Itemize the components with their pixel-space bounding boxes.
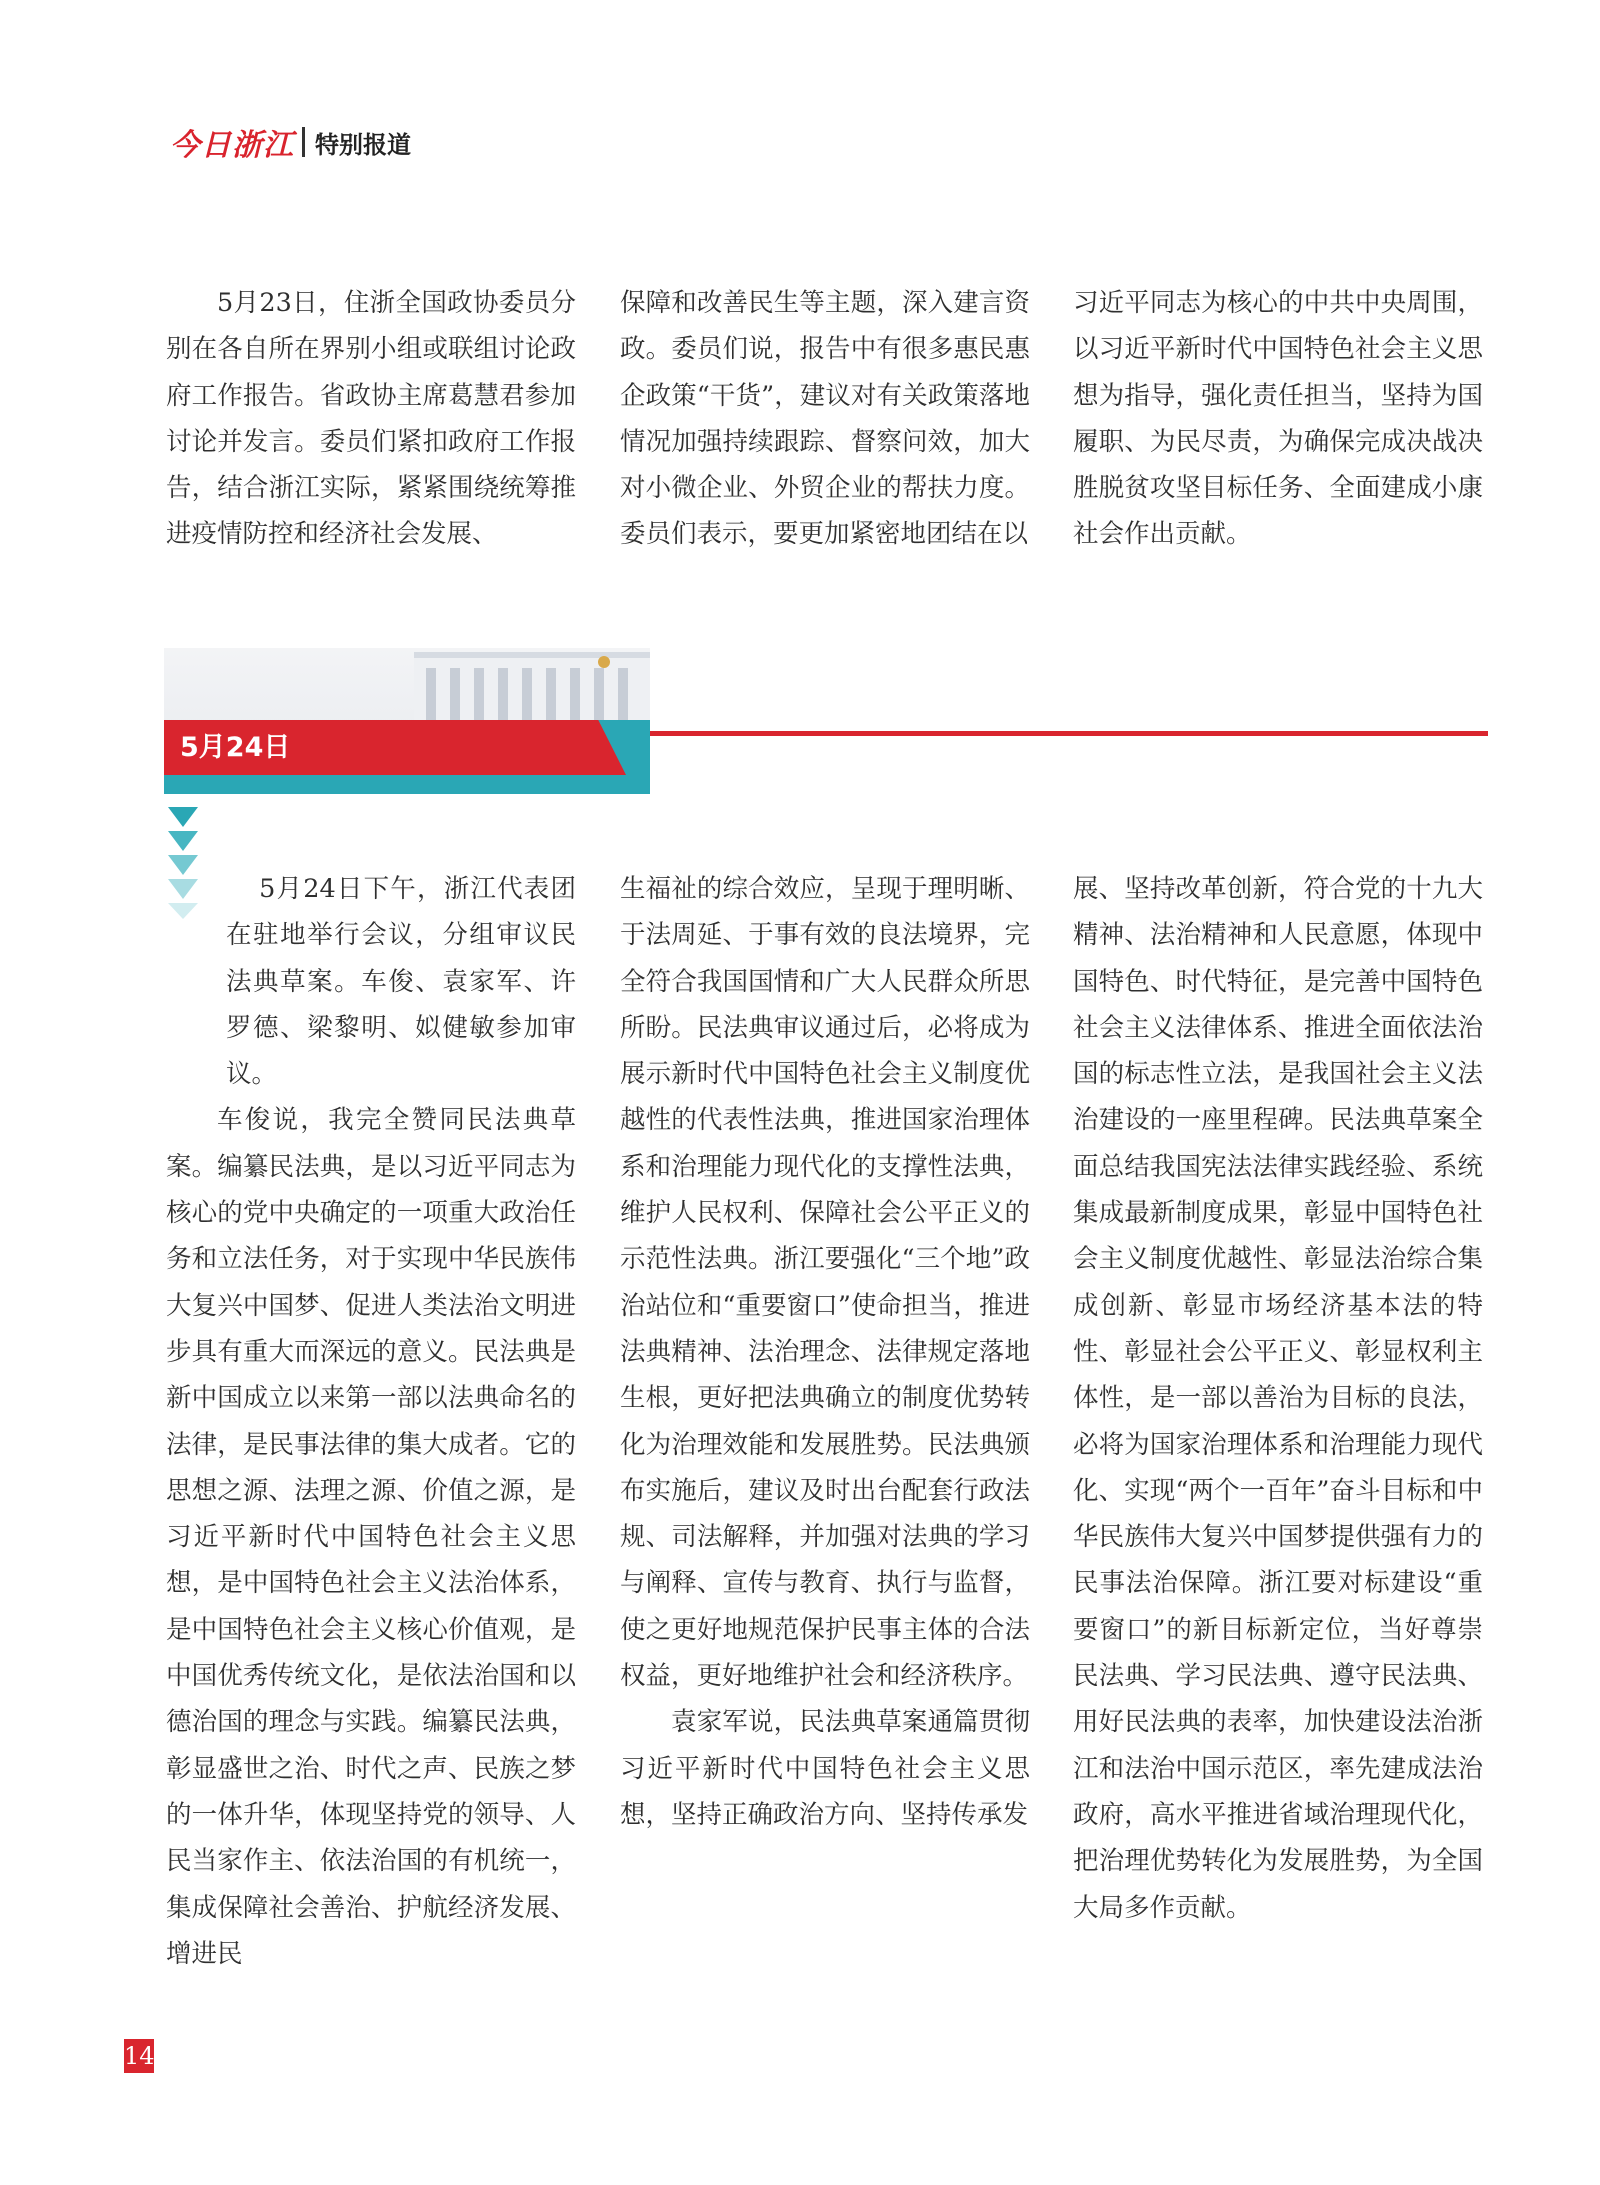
paragraph: 5月24日下午，浙江代表团在驻地举行会议，分组审议民法典草案。车俊、袁家军、许罗德、梁黎明、姒健敏参加审议。 [226,874,576,1090]
magazine-logo: 今日浙江 [170,128,294,163]
section-date: 5月24日 [180,732,291,763]
paragraph: 展、坚持改革创新，符合党的十九大精神、法治精神和人民意愿，体现中国特色、时代特征，是完善中国特色社会主义法律体系、推进全面依法治国的标志性立法，是我国社会主义法治建设的一座里程碑。民法典草案全面总结我国宪法法律实践经验、系统集成最新制度成果，彰显中国特色社会主义制度优越性、彰显法治综合集成创新、彰显市场经济基本法的特性、彰显社会公平正义、彰显权利主体性，是一部以善治为目标的良法，必将为国家治理体系和治理能力现代化、实现“两个一百年”奋斗目标和中华民族伟大复兴中国梦提供强有力的民事法治保障。浙江要对标建设“重要窗口”的新目标新定位，当好尊崇民法典、学习民法典、遵守民法典、用好民法典的表率，加快建设法治浙江和法治中国示范区，率先建成法治政府，高水平推进省域治理现代化，把治理优势转化为发展胜势，为全国大局多作贡献。 [1073,874,1483,1923]
body-column-1 [166,866,576,1977]
section-label: 特别报道 [315,130,411,159]
body-column-3 [1073,866,1483,1931]
top-column-2 [620,280,1030,558]
paragraph: 保障和改善民生等主题，深入建言资政。委员们说，报告中有很多惠民惠企政策“干货”，建议对有关政策落地情况加强持续跟踪、督察问效，加大对小微企业、外贸企业的帮扶力度。委员们表示，要更加紧密地团结在以 [620,288,1030,550]
banner-rule [650,731,1488,736]
header-divider [302,127,305,157]
body-column-2 [620,866,1030,1838]
top-column-1 [166,280,576,558]
page-number: 14 [124,2039,154,2073]
date-banner [164,648,650,794]
paragraph: 5月23日，住浙全国政协委员分别在各自所在界别小组或联组讨论政府工作报告。省政协主席葛慧君参加讨论并发言。委员们紧扣政府工作报告，结合浙江实际，紧紧围绕统筹推进疫情防控和经济社会发展、 [166,288,576,550]
paragraph: 生福祉的综合效应，呈现于理明晰、于法周延、于事有效的良法境界，完全符合我国国情和广大人民群众所思所盼。民法典审议通过后，必将成为展示新时代中国特色社会主义制度优越性的代表性法典，推进国家治理体系和治理能力现代化的支撑性法典，维护人民权利、保障社会公平正义的示范性法典。浙江要强化“三个地”政治站位和“重要窗口”使命担当，推进法典精神、法治理念、法律规定落地生根，更好把法典确立的制度优势转化为治理效能和发展胜势。民法典颁布实施后，建议及时出台配套行政法规、司法解释，并加强对法典的学习与阐释、宣传与教育、执行与监督，使之更好地规范保护民事主体的合法权益，更好地维护社会和经济秩序。 [620,874,1030,1692]
paragraph: 袁家军说，民法典草案通篇贯彻习近平新时代中国特色社会主义思想，坚持正确政治方向、坚持传承发 [620,1707,1030,1830]
paragraph: 习近平同志为核心的中共中央周围，以习近平新时代中国特色社会主义思想为指导，强化责任担当，坚持为国履职、为民尽责，为确保完成决战决胜脱贫攻坚目标任务、全面建成小康社会作出贡献。 [1073,288,1483,550]
paragraph: 车俊说，我完全赞同民法典草案。编纂民法典，是以习近平同志为核心的党中央确定的一项重大政治任务和立法任务，对于实现中华民族伟大复兴中国梦、促进人类法治文明进步具有重大而深远的意义。民法典是新中国成立以来第一部以法典命名的法律，是民事法律的集大成者。它的思想之源、法理之源、价值之源，是习近平新时代中国特色社会主义思想，是中国特色社会主义法治体系，是中国特色社会主义核心价值观，是中国优秀传统文化，是依法治国和以德治国的理念与实践。编纂民法典，彰显盛世之治、时代之声、民族之梦的一体升华，体现坚持党的领导、人民当家作主、依法治国的有机统一，集成保障社会善治、护航经济发展、增进民 [166,1105,576,1969]
page-header [170,122,411,162]
top-column-3 [1073,280,1483,558]
